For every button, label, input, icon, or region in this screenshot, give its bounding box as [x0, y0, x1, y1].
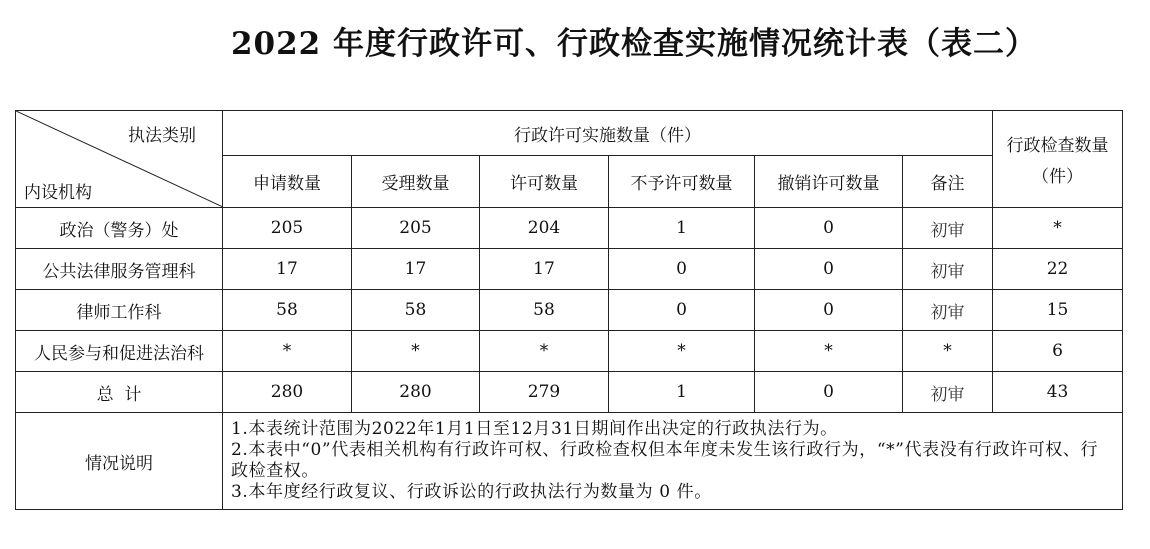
cell-apply: 17	[223, 249, 352, 290]
cell-note: 初审	[903, 208, 993, 249]
total-row	[16, 372, 1123, 413]
row-name: 律师工作科	[16, 290, 223, 331]
col-header-apply: 申请数量	[223, 156, 352, 208]
remarks-label: 情况说明	[16, 413, 223, 510]
inspection-header	[993, 111, 1123, 208]
cell-revoke: 0	[755, 290, 903, 331]
cell-permit: 204	[480, 208, 609, 249]
cell-revoke: *	[755, 331, 903, 372]
cell-revoke: 0	[755, 208, 903, 249]
row-name: 人民参与和促进法治科	[16, 331, 223, 372]
cell-note: 初审	[903, 249, 993, 290]
cell-note: 初审	[903, 372, 993, 413]
cell-permit: 17	[480, 249, 609, 290]
cell-revoke: 0	[755, 372, 903, 413]
cell-inspect: 6	[993, 331, 1123, 372]
corner-bottom-label: 内设机构	[24, 183, 92, 203]
cell-inspect: 43	[993, 372, 1123, 413]
page-title: 2022 年度行政许可、行政检查实施情况统计表（表二）	[230, 26, 1038, 62]
corner-top-label: 执法类别	[128, 126, 196, 146]
cell-permit: 58	[480, 290, 609, 331]
table-row	[16, 249, 1123, 290]
cell-accept: 205	[352, 208, 480, 249]
cell-deny: 0	[609, 290, 755, 331]
remark-line-3: 3.本年度经行政复议、行政诉讼的行政执法行为数量为 0 件。	[231, 482, 712, 502]
cell-inspect: 15	[993, 290, 1123, 331]
permit-group-header: 行政许可实施数量（件）	[223, 111, 993, 156]
table-row	[16, 331, 1123, 372]
col-header-accept: 受理数量	[352, 156, 480, 208]
cell-apply: *	[223, 331, 352, 372]
remark-line-1: 1.本表统计范围为2022年1月1日至12月31日期间作出决定的行政执法行为。	[231, 419, 838, 439]
cell-deny: *	[609, 331, 755, 372]
cell-deny: 1	[609, 208, 755, 249]
cell-inspect: *	[993, 208, 1123, 249]
table-row	[16, 290, 1123, 331]
cell-permit: *	[480, 331, 609, 372]
inspection-header-line2: （件）	[1032, 167, 1084, 187]
cell-accept: *	[352, 331, 480, 372]
row-name: 公共法律服务管理科	[16, 249, 223, 290]
col-header-revoke: 撤销许可数量	[755, 156, 903, 208]
corner-header-cell	[16, 111, 223, 208]
cell-revoke: 0	[755, 249, 903, 290]
row-name: 政治（警务）处	[16, 208, 223, 249]
remarks-row	[16, 413, 1123, 510]
statistics-table	[15, 110, 1123, 510]
table-row	[16, 208, 1123, 249]
remark-line-2: 2.本表中“0”代表相关机构有行政许可权、行政检查权但本年度未发生该行政行为，“*”代表没有行政许可权、行政检查权。	[231, 440, 1099, 481]
cell-apply: 58	[223, 290, 352, 331]
cell-apply: 280	[223, 372, 352, 413]
cell-accept: 280	[352, 372, 480, 413]
col-header-permit: 许可数量	[480, 156, 609, 208]
col-header-deny: 不予许可数量	[609, 156, 755, 208]
cell-note: *	[903, 331, 993, 372]
col-header-note: 备注	[903, 156, 993, 208]
cell-deny: 0	[609, 249, 755, 290]
cell-deny: 1	[609, 372, 755, 413]
remarks-content	[223, 413, 1123, 510]
cell-apply: 205	[223, 208, 352, 249]
cell-inspect: 22	[993, 249, 1123, 290]
cell-permit: 279	[480, 372, 609, 413]
cell-accept: 17	[352, 249, 480, 290]
total-label: 总 计	[16, 372, 223, 413]
cell-accept: 58	[352, 290, 480, 331]
header-row-1	[16, 111, 1123, 156]
inspection-header-line1: 行政检查数量	[1006, 136, 1109, 156]
cell-note: 初审	[903, 290, 993, 331]
